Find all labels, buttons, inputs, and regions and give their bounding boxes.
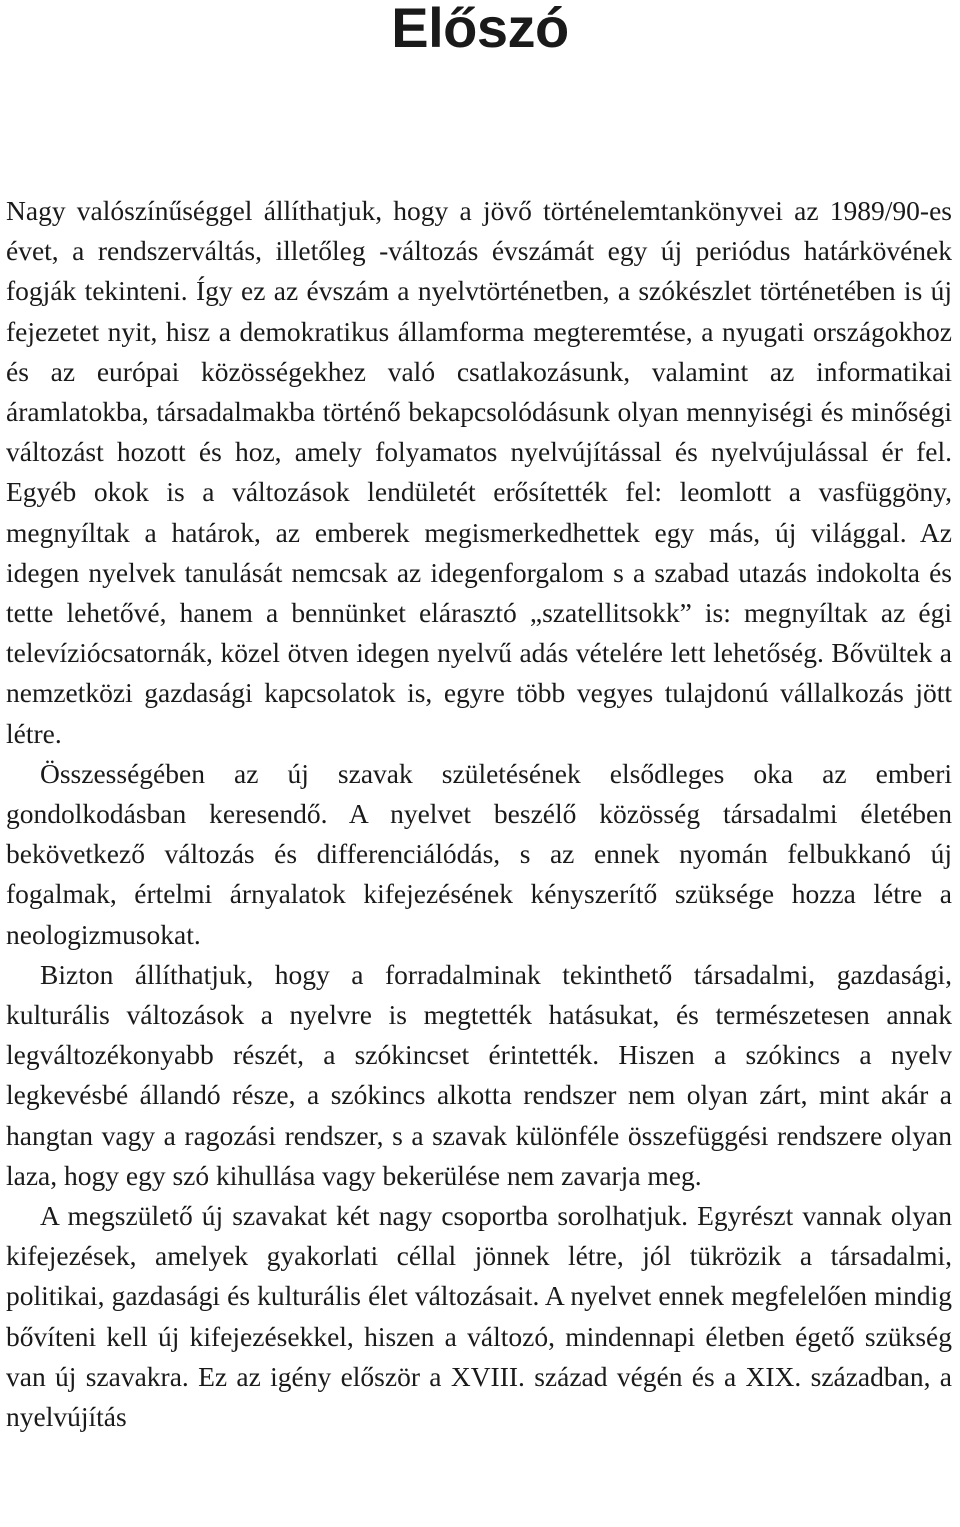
paragraph: Nagy valószínűséggel állíthatjuk, hogy a jövő történelemtankönyvei az 1989/90-es évet, a rendszerváltás, illetőleg -változás évszámát egy új periódus határkövének fogják tekinteni. Így ez az évszám a nyelvtörténetben, a szókészlet történetében is új fejezetet nyit, hisz a demokratikus államforma megteremtése, a nyugati országokhoz és az európai közösségekhez való csatlakozásunk, valamint az informatikai áramlatokba, társadalmakba történő bekapcsolódásunk olyan mennyiségi és minőségi változást hozott és hoz, amely folyamatos nyelvújítással és nyelvújulással ér fel. Egyéb okok is a változások lendületét erősítették fel: leomlott a vasfüggöny, megnyíltak a határok, az emberek megismerkedhettek egy más, új világgal. Az idegen nyelvek tanulását nemcsak az idegenforgalom s a szabad utazás indokolta és tette lehetővé, hanem a bennünket elárasztó „szatellitsokk” is: megnyíltak az égi televíziócsatornák, közel ötven idegen nyelvű adás vételére lett lehetőség. Bővültek a nemzetközi gazdasági kapcsolatok is, egyre több vegyes tulajdonú vállalkozás jött létre. bbox=[6, 195, 952, 749]
paragraph: Összességében az új szavak születésének elsődleges oka az emberi gondolkodásban keresendő. A nyelvet beszélő közösség társadalmi életében bekövetkező változás és differenciálódás, s az ennek nyomán felbukkanó új fogalmak, értelmi árnyalatok kifejezésének kényszerítő szüksége hozza létre a neologizmusokat. bbox=[6, 757, 952, 950]
paragraph: Bizton állíthatjuk, hogy a forradalminak tekinthető társadalmi, gazdasági, kulturális változások a nyelvre is megtették hatásukat, és természetesen annak legváltozékonyabb részét, a szókincset érintették. Hiszen a szókincs a nyelv legkevésbé állandó része, a szókincs alkotta rendszer nem olyan zárt, mint akár a hangtan vagy a ragozási rendszer, s a szavak különféle összefüggési rendszere olyan laza, hogy egy szó kihullása vagy bekerülése nem zavarja meg. bbox=[6, 958, 952, 1191]
paragraph: A megszülető új szavakat két nagy csoportba sorolhatjuk. Egyrészt vannak olyan kifejezések, amelyek gyakorlati céllal jönnek létre, jól tükrözik a társadalmi, politikai, gazdasági és kulturális élet változásait. A nyelvet ennek megfelelően mindig bővíteni kell új kifejezésekkel, hiszen a változó, mindennapi életben égető szükség van új szavakra. Ez az igény először a XVIII. század végén és a XIX. században, a nyelvújítás bbox=[6, 1200, 952, 1433]
page-title: Előszó bbox=[391, 0, 569, 59]
body-text bbox=[6, 191, 952, 1437]
